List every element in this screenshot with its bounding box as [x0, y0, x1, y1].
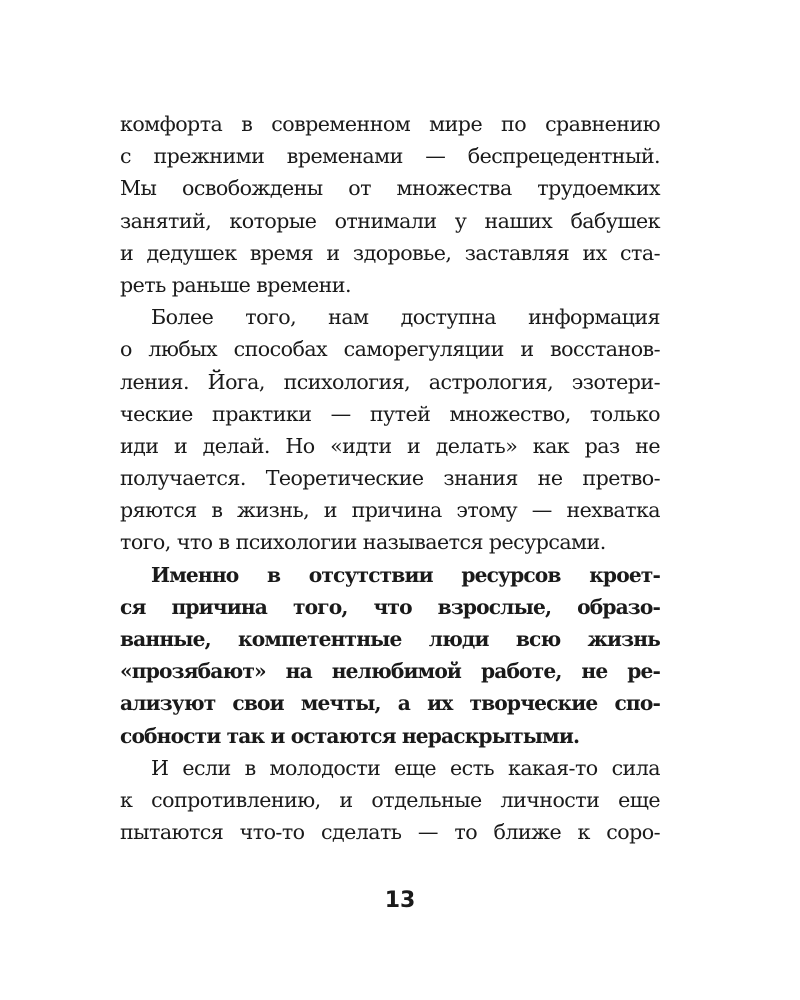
text-line: к сопротивлению, и отдельные личности еще	[120, 787, 660, 812]
page-number: 13	[384, 888, 416, 913]
text-line: занятий, которые отнимали у наших бабушек	[120, 208, 660, 233]
text-line: комфорта в современном мире по сравнению	[120, 112, 660, 136]
text-line: ческие практики — путей множество, только	[120, 401, 660, 426]
text-line: пытаются что-то сделать — то ближе к соро-	[120, 820, 660, 845]
text-line: с прежними временами — беспрецедентный.	[120, 144, 660, 169]
text-line: ся причина того, что взрослые, образо-	[120, 594, 660, 619]
text-line: ализуют свои мечты, а их творческие спо-	[120, 691, 660, 716]
paragraph-3-emphasis	[120, 559, 660, 752]
text-line: получается. Теоретические знания не претво-	[120, 466, 660, 491]
text-line: «прозябают» на нелюбимой работе, не ре-	[120, 659, 660, 684]
text-line: И если в молодости еще есть какая-то сила	[151, 755, 660, 780]
text-line: Мы освобождены от множества трудоемких	[120, 176, 660, 201]
text-line: ванные, компетентные люди всю жизнь	[120, 627, 660, 651]
paragraph-1	[120, 108, 660, 301]
text-line: ления. Йога, психология, астрология, эзотери-	[120, 369, 660, 394]
paragraph-2	[120, 301, 660, 559]
text-line: и дедушек время и здоровье, заставляя их ста-	[120, 240, 660, 265]
text-line: Именно в отсутствии ресурсов кроет-	[151, 562, 660, 587]
text-line: Более того, нам доступна информация	[151, 305, 660, 330]
text-line: того, что в психологии называется ресурсами.	[120, 530, 606, 555]
text-line: реть раньше времени.	[120, 272, 351, 297]
text-line: иди и делай. Но «идти и делать» как раз не	[120, 433, 660, 458]
text-line: собности так и остаются нераскрытыми.	[120, 723, 580, 748]
text-line: о любых способах саморегуляции и восстанов-	[120, 337, 660, 362]
paragraph-4	[120, 752, 660, 849]
body-text	[120, 108, 660, 848]
text-line: ряются в жизнь, и причина этому — нехватка	[120, 498, 660, 523]
